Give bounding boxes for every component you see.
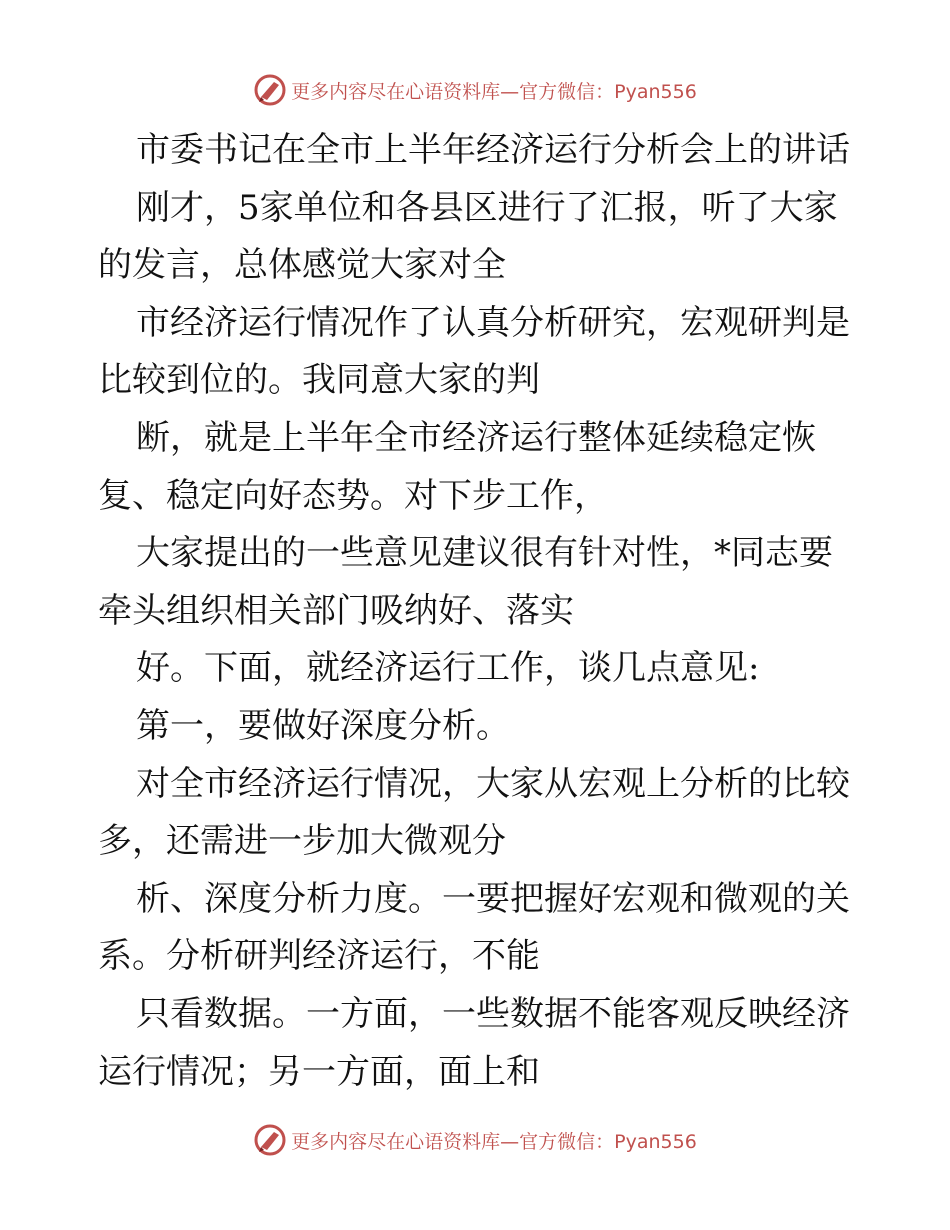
pen-circle-logo-icon: [253, 73, 287, 107]
text-line: 刚才，5家单位和各县区进行了汇报，听了大家: [136, 187, 838, 228]
text-line: 比较到位的。我同意大家的判: [98, 360, 540, 401]
text-line: 市委书记在全市上半年经济运行分析会上的讲话: [136, 130, 850, 170]
text-line: 好。下面，就经济运行工作，谈几点意见:: [136, 648, 760, 689]
pen-circle-logo-icon: [253, 1123, 287, 1157]
header-banner: [0, 70, 950, 110]
text-line: 市经济运行情况作了认真分析研究，宏观研判是: [136, 302, 850, 343]
text-line: 系。分析研判经济运行，不能: [98, 936, 540, 977]
text-line: 运行情况；另一方面，面上和: [98, 1051, 540, 1092]
text-line: 大家提出的一些意见建议很有针对性，*同志要: [136, 533, 833, 574]
header-banner-text: 更多内容尽在心语资料库—官方微信：Pyan556: [291, 80, 697, 103]
text-line: 析、深度分析力度。一要把握好宏观和微观的关: [136, 878, 850, 919]
text-line: 对全市经济运行情况，大家从宏观上分析的比较: [136, 763, 850, 804]
text-line: 的发言，总体感觉大家对全: [98, 245, 506, 286]
footer-banner-text: 更多内容尽在心语资料库—官方微信：Pyan556: [291, 1130, 697, 1153]
text-line: 复、稳定向好态势。对下步工作，: [98, 475, 608, 516]
text-line: 第一，要做好深度分析。: [136, 705, 510, 746]
document-body: [98, 122, 858, 1101]
text-line: 牵头组织相关部门吸纳好、落实: [98, 590, 574, 631]
text-line: 只看数据。一方面，一些数据不能客观反映经济: [136, 993, 850, 1034]
text-line: 断，就是上半年全市经济运行整体延续稳定恢: [136, 417, 816, 458]
text-line: 多，还需进一步加大微观分: [98, 821, 506, 862]
footer-banner: [0, 1120, 950, 1160]
